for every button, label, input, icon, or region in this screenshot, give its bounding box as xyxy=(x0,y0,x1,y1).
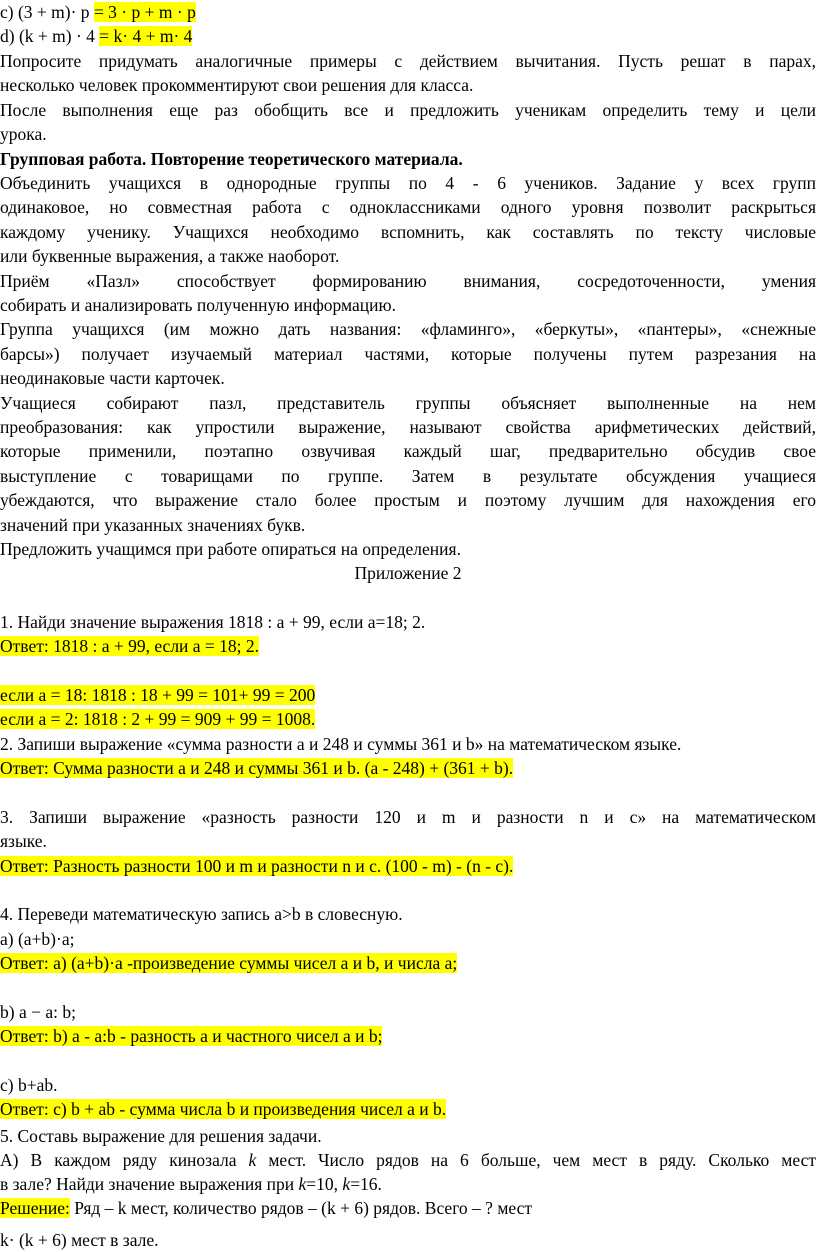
task-3: языке. xyxy=(0,831,47,851)
paragraph-line: Группа учащихся (им можно дать названия: «фламинго», «беркуты», «пантеры», «снежные xyxy=(0,319,816,339)
task-5: 5. Составь выражение для решения задачи. xyxy=(0,1126,322,1146)
paragraph-line: Учащиеся собирают пазл, представитель группы объясняет выполненные на нем xyxy=(0,393,816,413)
task-5-a: в зале? Найди значение выражения при k=10, k=16. xyxy=(0,1174,382,1194)
paragraph-line: Объединить учащихся в однородные группы по 4 - 6 учеников. Задание у всех групп xyxy=(0,173,816,193)
highlighted-answer: = k· 4 + m· 4 xyxy=(99,26,193,46)
solution-label: Решение: xyxy=(0,1198,70,1218)
paragraph-line: несколько человек прокомментируют свои решения для класса. xyxy=(0,75,474,95)
paragraph-line: которые применили, поэтапно озвучивая каждый шаг, предварительно обсудив свое xyxy=(0,441,816,461)
task-1-calc: если а = 2: 1818 : 2 + 99 = 909 + 99 = 1008. xyxy=(0,709,316,729)
task-5-a: А) В каждом ряду кинозала k мест. Число рядов на 6 больше, чем мест в ряду. Сколько мест xyxy=(0,1150,816,1170)
task-4-c-answer: Ответ: с) b + ab - сумма числа b и произведения чисел a и b. xyxy=(0,1099,447,1119)
appendix-title: Приложение 2 xyxy=(354,563,462,583)
task-4-a-answer: Ответ: а) (a+b)·a -произведение суммы чисел a и b, и числа a; xyxy=(0,953,458,973)
task-4-b-answer: Ответ: b) a - a:b - разность a и частного чисел a и b; xyxy=(0,1026,383,1046)
paragraph-line: каждому ученику. Учащихся необходимо вспомнить, как составлять по тексту числовые xyxy=(0,222,816,242)
task-1: 1. Найди значение выражения 1818 : а + 99, если а=18; 2. xyxy=(0,612,426,632)
highlighted-answer: = 3 · p + m · p xyxy=(93,2,196,22)
task-1-answer: Ответ: 1818 : а + 99, если а = 18; 2. xyxy=(0,636,260,656)
paragraph-line: Приём «Пазл» способствует формированию внимания, сосредоточенности, умения xyxy=(0,271,816,291)
task-5-final: k· (k + 6) мест в зале. xyxy=(0,1230,159,1250)
paragraph-line: собирать и анализировать полученную информацию. xyxy=(0,295,396,315)
task-2: 2. Запиши выражение «сумма разности a и 248 и суммы 361 и b» на математическом языке. xyxy=(0,734,682,754)
task-4-a: а) (a+b)·a; xyxy=(0,929,75,949)
expression-line-c: c) (3 + m)· p = 3 · p + m · p xyxy=(0,2,196,22)
task-4: 4. Переведи математическую запись a>b в словесную. xyxy=(0,904,403,924)
paragraph-line: Попросите придумать аналогичные примеры с действием вычитания. Пусть решат в парах, xyxy=(0,51,816,71)
paragraph-line: или буквенные выражения, а также наоборот. xyxy=(0,246,340,266)
paragraph-line: значений при указанных значениях букв. xyxy=(0,515,306,535)
task-3-answer: Ответ: Разность разности 100 и m и разности n и c. (100 - m) - (n - c). xyxy=(0,856,514,876)
task-1-calc: если а = 18: 1818 : 18 + 99 = 101+ 99 = 200 xyxy=(0,685,316,705)
paragraph-line: преобразования: как упростили выражение, называют свойства арифметических действий, xyxy=(0,417,816,437)
task-3: 3. Запиши выражение «разность разности 120 и m и разности n и c» на математическом xyxy=(0,807,816,827)
expression-line-d: d) (k + m) · 4 = k· 4 + m· 4 xyxy=(0,26,193,46)
task-4-b: b) a − a: b; xyxy=(0,1002,76,1022)
task-5-solution: Решение: Ряд – k мест, количество рядов – (k + 6) рядов. Всего – ? мест xyxy=(0,1198,533,1218)
paragraph-line: После выполнения еще раз обобщить все и предложить ученикам определить тему и цели xyxy=(0,100,816,120)
paragraph-line: барсы») получает изучаемый материал частями, которые получены путем разрезания на xyxy=(0,344,816,364)
section-heading: Групповая работа. Повторение теоретического материала. xyxy=(0,149,463,169)
paragraph-line: Предложить учащимся при работе опираться на определения. xyxy=(0,539,461,559)
paragraph-line: убеждаются, что выражение стало более простым и поэтому лучшим для нахождения его xyxy=(0,490,816,510)
task-2-answer: Ответ: Сумма разности a и 248 и суммы 361 и b. (a - 248) + (361 + b). xyxy=(0,758,514,778)
paragraph-line: урока. xyxy=(0,124,47,144)
paragraph-line: одинаковое, но совместная работа с одноклассниками одного уровня позволит раскрыться xyxy=(0,197,816,217)
task-4-c: с) b+ab. xyxy=(0,1075,58,1095)
paragraph-line: выступление с товарищами по группе. Затем в результате обсуждения учащиеся xyxy=(0,466,816,486)
paragraph-line: неодинаковые части карточек. xyxy=(0,368,225,388)
